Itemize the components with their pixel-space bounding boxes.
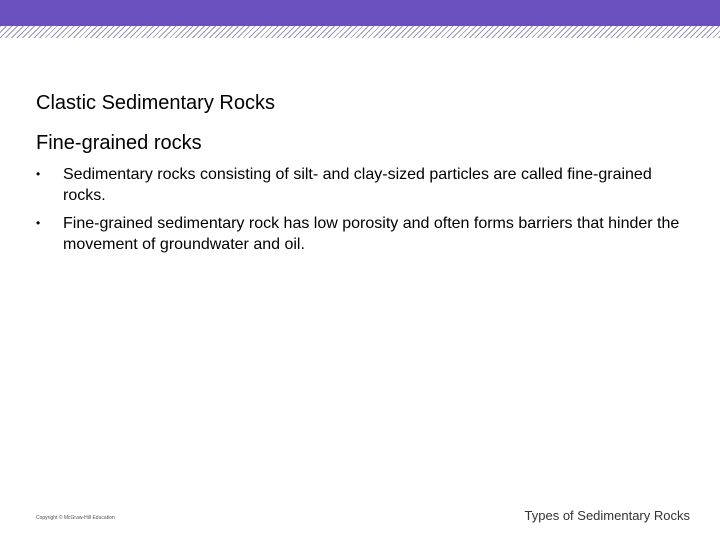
header-band — [0, 0, 720, 26]
bullet-list — [36, 164, 686, 262]
bullet-icon: • — [36, 216, 41, 230]
copyright-notice: Copyright © McGraw-Hill Education — [36, 515, 115, 521]
footer-deck-title: Types of Sedimentary Rocks — [524, 508, 690, 523]
slide-subtitle: Fine-grained rocks — [36, 132, 202, 154]
bullet-icon: • — [36, 167, 41, 181]
bullet-text: Sedimentary rocks consisting of silt- and clay-sized particles are called fine-grained rocks. — [63, 166, 652, 204]
slide-title: Clastic Sedimentary Rocks — [36, 92, 275, 114]
list-item — [36, 164, 686, 206]
bullet-text: Fine-grained sedimentary rock has low porosity and often forms barriers that hinder the movement of groundwater and oil. — [63, 215, 680, 253]
list-item — [36, 213, 686, 255]
header-hatch-pattern — [0, 26, 720, 38]
